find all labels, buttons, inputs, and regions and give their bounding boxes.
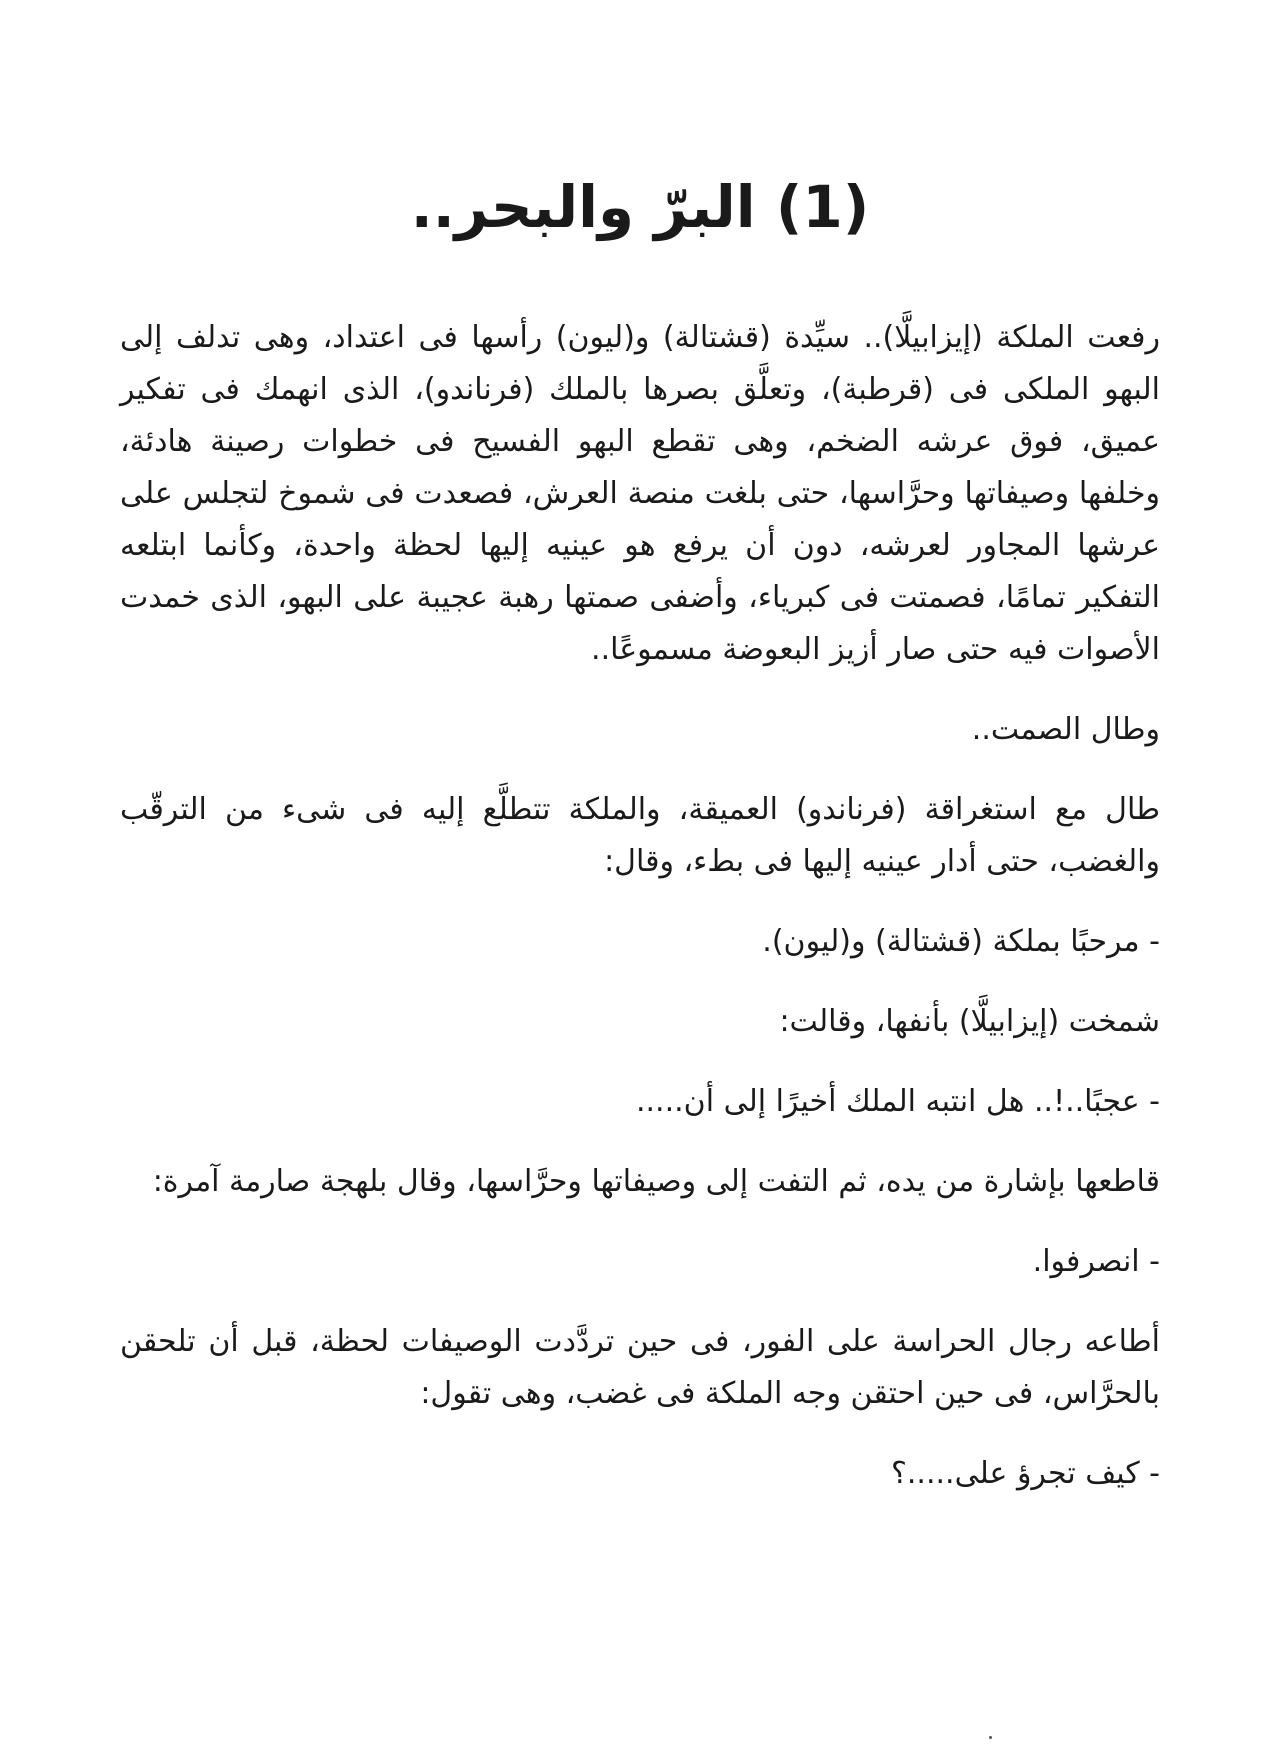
paragraph: رفعت الملكة (إيزابيلَّا).. سيِّدة (قشتالة) و(ليون) رأسها فى اعتداد، وهى تدلف إلى البهو الملكى فى (قرطبة)، وتعلَّق بصرها بالملك (فرناندو)، الذى انهمك فى تفكير عميق، فوق عرشه الضخم، وهى تقطع البهو الفسيح فى خطوات رصينة هادئة، وخلفها وصيفاتها وحرَّاسها، حتى بلغت منصة العرش، فصعدت فى شموخ لتجلس على عرشها المجاور لعرشه، دون أن يرفع هو عينيه إليها لحظة واحدة، وكأنما ابتلعه التفكير تمامًا، فصمتت فى كبرياء، وأضفى صمتها رهبة عجيبة على البهو، الذى خمدت الأصوات فيه حتى صار أزيز البعوضة مسموعًا.. bbox=[120, 320, 1160, 667]
dialogue-line: - مرحبًا بملكة (قشتالة) و(ليون). bbox=[762, 924, 1160, 959]
dialogue-line: - كيف تجرؤ على.....؟ bbox=[890, 1456, 1160, 1491]
paragraph: طال مع استغراقة (فرناندو) العميقة، والملكة تتطلَّع إليه فى شىء من الترقّب والغضب، حتى أدار عينيه إليها فى بطء، وقال: bbox=[120, 792, 1160, 879]
paragraph: أطاعه رجال الحراسة على الفور، فى حين تردَّدت الوصيفات لحظة، قبل أن تلحقن بالحرَّاس، فى حين احتقن وجه الملكة فى غضب، وهى تقول: bbox=[120, 1324, 1160, 1411]
dialogue-line: - عجبًا..!.. هل انتبه الملك أخيرًا إلى أن..... bbox=[635, 1084, 1160, 1119]
paragraph: وطال الصمت.. bbox=[971, 712, 1160, 747]
page-mark bbox=[989, 1736, 992, 1739]
chapter-body bbox=[120, 312, 1160, 1500]
dialogue-line: - انصرفوا. bbox=[1032, 1244, 1160, 1279]
paragraph: قاطعها بإشارة من يده، ثم التفت إلى وصيفاتها وحرَّاسها، وقال بلهجة صارمة آمرة: bbox=[152, 1164, 1160, 1199]
chapter-title: (1) البرّ والبحر.. bbox=[410, 173, 870, 241]
paragraph: شمخت (إيزابيلَّا) بأنفها، وقالت: bbox=[779, 1004, 1160, 1039]
